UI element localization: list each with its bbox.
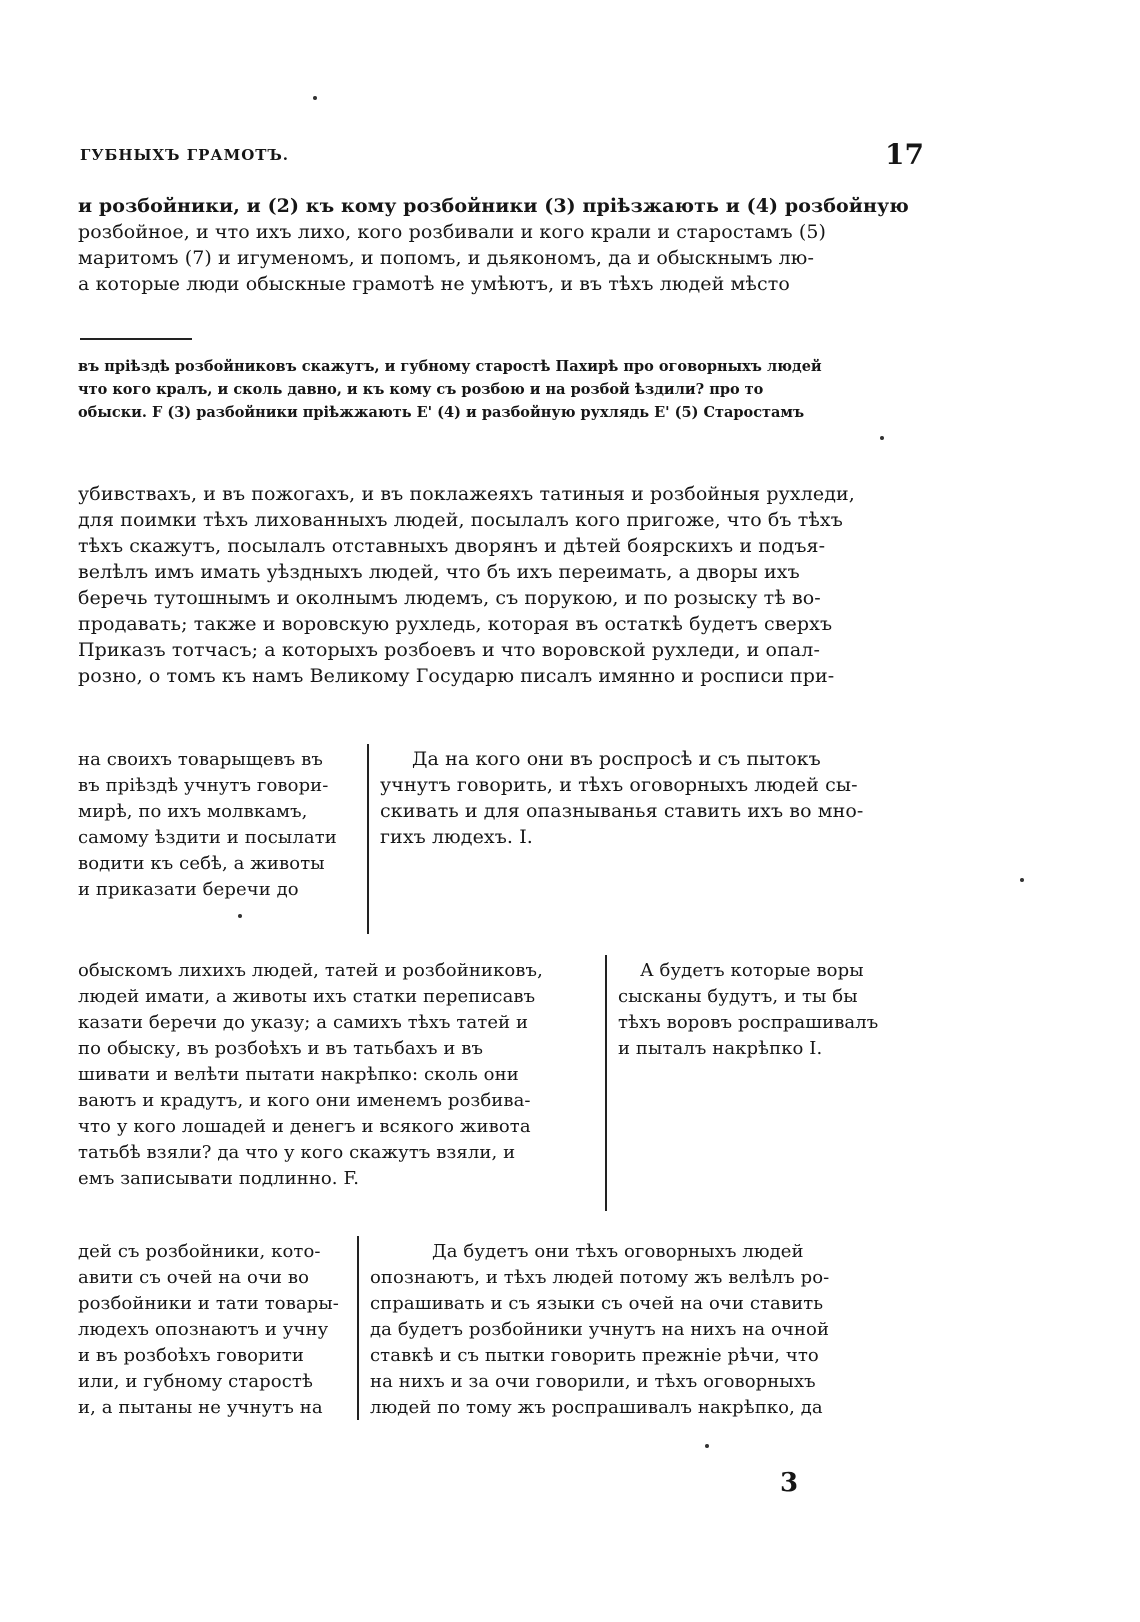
text-line: водити къ себѣ, а животы <box>78 853 325 874</box>
text-line: шивати и велѣти пытати накрѣпко: сколь они <box>78 1064 519 1085</box>
scan-speck <box>238 914 242 918</box>
text-line: людехъ опознаютъ и учну <box>78 1319 329 1340</box>
text-line: маритомъ (7) и игуменомъ, и попомъ, и дьякономъ, да и обыскнымъ лю- <box>78 247 814 269</box>
text-line: тѣхъ воровъ роспрашивалъ <box>618 1012 879 1033</box>
text-line: учнутъ говорить, и тѣхъ оговорныхъ людей сы- <box>380 774 858 796</box>
text-line: да будетъ розбойники учнутъ на нихъ на очной <box>370 1319 830 1340</box>
text-line: а которые люди обыскные грамотѣ не умѣютъ, и въ тѣхъ людей мѣсто <box>78 273 790 295</box>
text-line: что у кого лошадей и денегъ и всякого живота <box>78 1116 531 1137</box>
text-line: убивствахъ, и въ пожогахъ, и въ поклажеяхъ татиныя и розбойныя рухледи, <box>78 483 855 505</box>
text-line: ваютъ и крадутъ, и кого они именемъ розбива- <box>78 1090 531 1111</box>
text-line: или, и губному старостѣ <box>78 1371 313 1392</box>
text-line: авити съ очей на очи во <box>78 1267 310 1288</box>
text-line: розбойники и тати товары- <box>78 1293 339 1314</box>
text-line: и, а пытаны не учнутъ на <box>78 1397 323 1418</box>
text-line: на нихъ и за очи говорили, и тѣхъ оговорныхъ <box>370 1371 816 1392</box>
text-line: въ прiѣздѣ учнутъ говори- <box>78 775 329 796</box>
text-line: Приказъ тотчасъ; а которыхъ розбоевъ и что воровской рухледи, и опал- <box>78 639 820 661</box>
text-line: для поимки тѣхъ лихованныхъ людей, посылалъ кого пригоже, что бъ тѣхъ <box>78 509 843 531</box>
page-number: 17 <box>885 138 924 171</box>
text-line: на своихъ товарыщевъ въ <box>78 749 323 770</box>
footnote-line: обыски. F (3) разбойники прiѣжжають E' (4) и разбойную рухлядь E' (5) Старостамъ <box>78 404 805 421</box>
text-line: розбойное, и что ихъ лихо, кого розбивали и кого крали и старостамъ (5) <box>78 221 827 243</box>
text-line: спрашивать и съ языки съ очей на очи ставить <box>370 1293 824 1314</box>
text-line: А будетъ которые воры <box>640 960 864 981</box>
text-line: емъ записывати подлинно. F. <box>78 1168 360 1189</box>
text-line: обыскомъ лихихъ людей, татей и розбойниковъ, <box>78 960 543 981</box>
footnote-line: что кого кралъ, и сколь давно, и къ кому съ розбою и на розбой ѣздили? про то <box>78 381 764 398</box>
text-line: опознаютъ, и тѣхъ людей потому жъ велѣлъ ро- <box>370 1267 830 1288</box>
text-line: продавать; также и воровскую рухледь, которая въ остаткѣ будетъ сверхъ <box>78 613 833 635</box>
text-line: розно, о томъ къ намъ Великому Государю писалъ имянно и росписи при- <box>78 665 835 687</box>
footnote-line: въ прiѣздѣ розбойниковъ скажутъ, и губному старостѣ Пахирѣ про оговорныхъ людей <box>78 358 822 375</box>
text-line: и пыталъ накрѣпко I. <box>618 1038 823 1059</box>
text-line: скивать и для опазныванья ставить ихъ во мно- <box>380 800 864 822</box>
scan-speck <box>313 96 317 100</box>
signature-mark: 3 <box>780 1468 799 1498</box>
text-line: велѣлъ имъ имать уѣздныхъ людей, что бъ ихъ переимать, а дворы ихъ <box>78 561 800 583</box>
text-line: гихъ людехъ. I. <box>380 826 533 848</box>
scan-speck <box>1020 878 1024 882</box>
text-line: самому ѣздити и посылати <box>78 827 337 848</box>
text-line: беречь тутошнымъ и околнымъ людемъ, съ порукою, и по розыску тѣ во- <box>78 587 821 609</box>
running-head: ГУБНЫХЪ ГРАМОТЪ. <box>80 146 290 164</box>
text-line: по обыску, въ розбоѣхъ и въ татьбахъ и въ <box>78 1038 484 1059</box>
text-line: Да на кого они въ роспросѣ и съ пытокъ <box>412 748 821 770</box>
text-line: и розбойники, и (2) къ кому розбойники (3) прiѣзжають и (4) розбойную <box>78 195 909 217</box>
text-line: людей по тому жъ роспрашивалъ накрѣпко, да <box>370 1397 823 1418</box>
text-line: и въ розбоѣхъ говорити <box>78 1345 304 1366</box>
text-line: ставкѣ и съ пытки говорить прежнiе рѣчи, что <box>370 1345 819 1366</box>
text-line: сысканы будутъ, и ты бы <box>618 986 858 1007</box>
text-line: казати беречи до указу; а самихъ тѣхъ татей и <box>78 1012 529 1033</box>
text-line: Да будетъ они тѣхъ оговорныхъ людей <box>432 1241 804 1262</box>
text-line: мирѣ, по ихъ молвкамъ, <box>78 801 308 822</box>
text-line: татьбѣ взяли? да что у кого скажутъ взяли, и <box>78 1142 516 1163</box>
text-line: тѣхъ скажутъ, посылалъ отставныхъ дворянъ и дѣтей боярскихъ и подъя- <box>78 535 826 557</box>
column-divider <box>605 955 607 1211</box>
scan-speck <box>880 436 884 440</box>
footnote-rule <box>80 338 192 340</box>
column-divider <box>367 744 369 934</box>
text-line: и приказати беречи до <box>78 879 299 900</box>
scan-speck <box>705 1444 709 1448</box>
text-line: людей имати, а животы ихъ статки переписавъ <box>78 986 536 1007</box>
column-divider <box>357 1236 359 1420</box>
text-line: дей съ розбойники, кото- <box>78 1241 321 1262</box>
